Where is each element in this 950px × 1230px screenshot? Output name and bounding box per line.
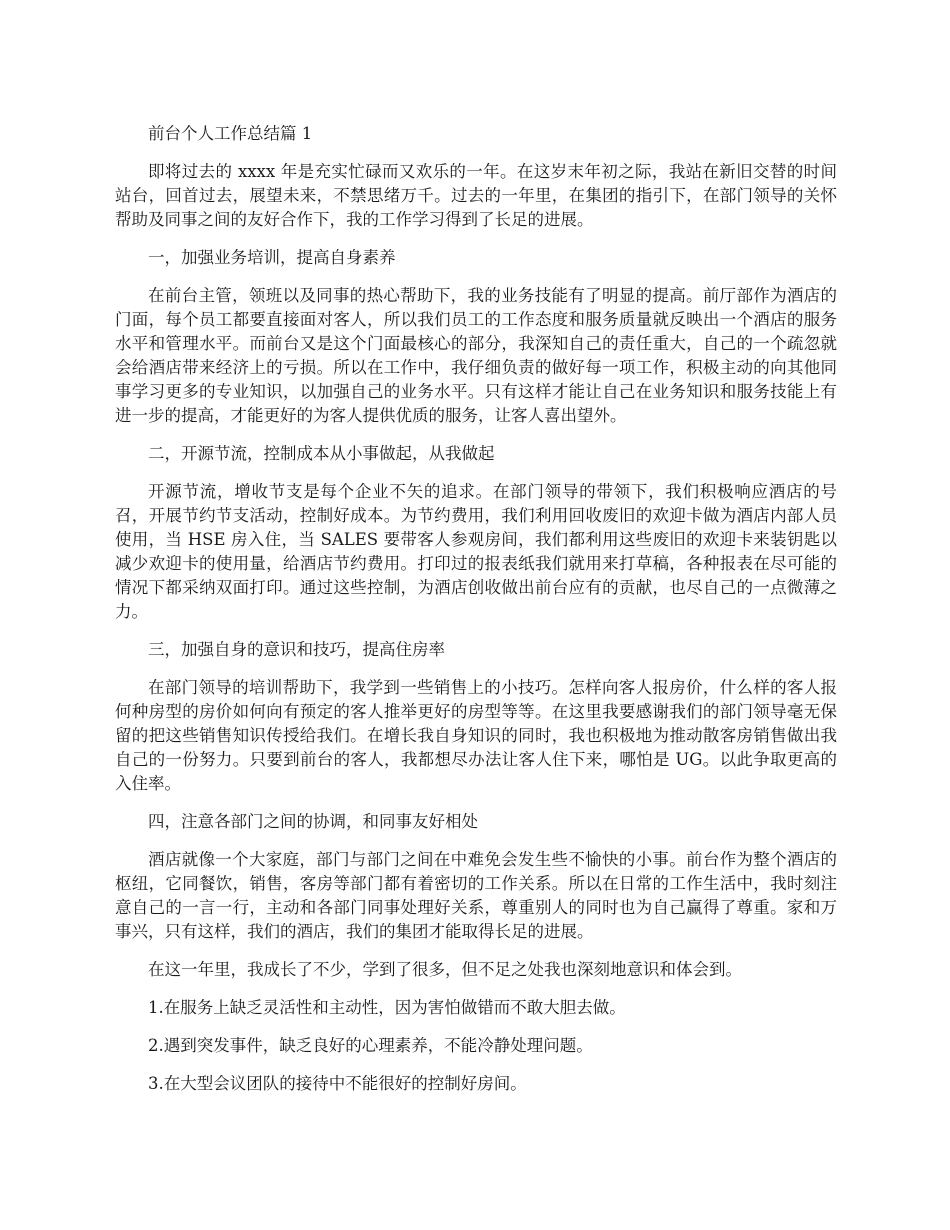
section-heading-4: 四，注意各部门之间的协调，和同事友好相处 [148,812,478,831]
section-paragraph-2: 开源节流，增收节支是每个企业不矢的追求。在部门领导的带领下，我们积极响应酒店的号召，开展节约节支活动，控制好成本。为节约费用，我们利用回收废旧的欢迎卡做为酒店内部人员使用，当 HSE 房入住，当 SALES 要带客人参观房间，我们都利用这些废旧的欢迎卡来装钥匙以减少欢迎卡的使用量，给酒店节约费用。打印过的报表纸我们就用来打草稿，各种报表在尽可能的情况下都采纳双面打印。通过这些控制，为酒店创收做出前台应有的贡献，也尽自己的一点微薄之力。 [115,482,837,621]
section-heading-2: 二，开源节流，控制成本从小事做起，从我做起 [148,444,495,463]
document-body [115,122,837,1110]
section-heading-3: 三，加强自身的意识和技巧，提高住房率 [148,640,445,659]
section-paragraph-1: 在前台主管，领班以及同事的热心帮助下，我的业务技能有了明显的提高。前厅部作为酒店的门面，每个员工都要直接面对客人，所以我们员工的工作态度和服务质量就反映出一个酒店的服务水平和管理水平。而前台又是这个门面最核心的部分，我深知自己的责任重大，自己的一个疏忽就会给酒店带来经济上的亏损。所以在工作中，我仔细负责的做好每一项工作，积极主动的向其他同事学习更多的专业知识，以加强自己的业务水平。只有这样才能让自己在业务知识和服务技能上有进一步的提高，才能更好的为客人提供优质的服务，让客人喜出望外。 [115,286,837,425]
list-item-3: 3.在大型会议团队的接待中不能很好的控制好房间。 [148,1074,527,1093]
list-item-2: 2.遇到突发事件，缺乏良好的心理素养，不能冷静处理问题。 [148,1036,593,1055]
intro-paragraph: 即将过去的 xxxx 年是充实忙碌而又欢乐的一年。在这岁末年初之际，我站在新旧交替的时间站台，回首过去，展望未来，不禁思绪万千。过去的一年里，在集团的指引下，在部门领导的关怀帮助及同事之间的友好合作下，我的工作学习得到了长足的进展。 [115,162,837,229]
summary-paragraph: 在这一年里，我成长了不少，学到了很多，但不足之处我也深刻地意识和体会到。 [148,960,742,979]
list-item-1: 1.在服务上缺乏灵活性和主动性，因为害怕做错而不敢大胆去做。 [148,998,626,1017]
section-paragraph-3: 在部门领导的培训帮助下，我学到一些销售上的小技巧。怎样向客人报房价，什么样的客人报何种房型的房价如何向有预定的客人推举更好的房型等等。在这里我要感谢我们的部门领导毫无保留的把这些销售知识传授给我们。在增长我自身知识的同时，我也积极地为推动散客房销售做出我自己的一份努力。只要到前台的客人，我都想尽办法让客人住下来，哪怕是 UG。以此争取更高的入住率。 [115,678,837,793]
document-title: 前台个人工作总结篇 1 [148,124,313,143]
section-heading-1: 一，加强业务培训，提高自身素养 [148,248,396,267]
section-paragraph-4: 酒店就像一个大家庭，部门与部门之间在中难免会发生些不愉快的小事。前台作为整个酒店的枢纽，它同餐饮，销售，客房等部门都有着密切的工作关系。所以在日常的工作生活中，我时刻注意自己的一言一行，主动和各部门同事处理好关系，尊重别人的同时也为自己赢得了尊重。家和万事兴，只有这样，我们的酒店，我们的集团才能取得长足的进展。 [115,850,837,941]
